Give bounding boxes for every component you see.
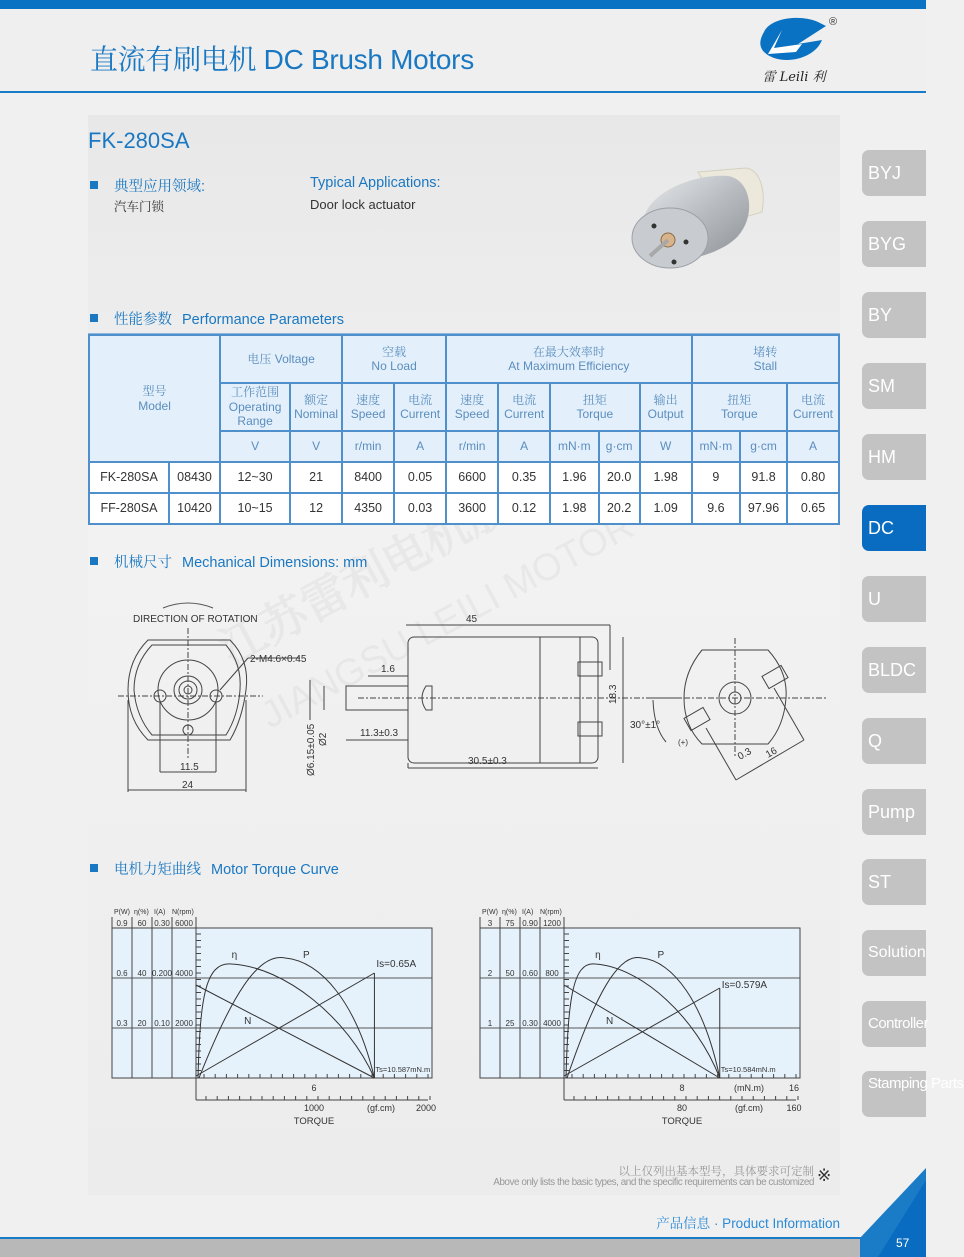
x-tick-label: 8 (679, 1083, 685, 1093)
series-label-eta: η (231, 950, 238, 961)
dim-2: Ø2 (318, 732, 329, 746)
x-axis-title: TORQUE (293, 1116, 335, 1127)
y-tick-label: 20 (137, 1019, 147, 1028)
dim-6-15: Ø6.15±0.05 (306, 723, 317, 776)
header-max-efficiency: 在最大效率时 At Maximum Efficiency (446, 335, 692, 383)
series-label-p: P (657, 950, 665, 961)
side-view (306, 614, 648, 776)
unit-cell: r/min (342, 431, 394, 462)
bottom-line (0, 1237, 870, 1239)
note-cn: 以上仅列出基本型号，具体要求可定制 (618, 1166, 814, 1178)
page-corner (860, 1168, 926, 1257)
y-tick-label: 60 (137, 919, 147, 928)
model-title: FK-280SA (88, 128, 190, 153)
dim-angle: 30°±1° (630, 720, 661, 731)
dimensions-cn: 机械尺寸 (114, 555, 172, 571)
front-view (118, 603, 307, 792)
y-tick-label: 0.30 (154, 919, 170, 928)
dim-11-5: 11.5 (180, 762, 199, 773)
page-title: 直流有刷电机 DC Brush Motors (90, 44, 474, 75)
x-units-secondary: (gf.cm) (735, 1103, 763, 1113)
torque-heading (90, 858, 339, 879)
x-tick-label: 6 (311, 1083, 317, 1093)
y-axis-name: η(%) (134, 909, 149, 916)
value-cell: 0.35 (498, 462, 550, 493)
value-cell: 1.09 (640, 493, 692, 524)
sidebar-tab-st[interactable]: ST (862, 859, 926, 905)
value-cell: 20.0 (599, 462, 640, 493)
x-units-primary: (mN.m) (734, 1083, 764, 1093)
torque-cn: 电机力矩曲线 (114, 862, 201, 878)
stall-torque-label: Ts=10.587mN.m (375, 1065, 431, 1074)
y-tick-label: 1 (487, 1019, 493, 1028)
dim-plus: (+) (678, 738, 688, 747)
sidebar-tab-controller[interactable]: Controller (862, 1001, 926, 1047)
product-info-link[interactable]: 产品信息 · Product Information (656, 1216, 840, 1231)
unit-cell: W (640, 431, 692, 462)
header-stall-torque: 扭矩 Torque (692, 383, 787, 431)
table-row (89, 493, 839, 524)
applications-cn-label: 典型应用领域: (114, 179, 206, 195)
value-cell: 9 (692, 462, 741, 493)
rotation-label: DIRECTION OF ROTATION (133, 614, 258, 625)
y-tick-label: 2 (487, 969, 493, 978)
header-stall-current: 电流 Current (787, 383, 839, 431)
torque-chart-ff280sa (478, 905, 818, 1135)
series-label-p: P (303, 950, 310, 961)
series-label-n: N (606, 1016, 614, 1027)
value-cell: 3600 (446, 493, 498, 524)
mechanical-drawing (88, 580, 840, 810)
value-cell: 20.2 (599, 493, 640, 524)
axis-panel (112, 928, 196, 1078)
stall-current-label: Is=0.65A (376, 959, 417, 970)
value-cell: 1.98 (640, 462, 692, 493)
unit-cell: A (787, 431, 839, 462)
y-tick-label: 40 (137, 969, 147, 978)
dim-0-3: 0.3 (736, 746, 754, 763)
value-cell: 0.65 (787, 493, 839, 524)
value-cell: 9.6 (692, 493, 741, 524)
x-units-secondary: (gf.cm) (367, 1103, 395, 1113)
performance-en: Performance Parameters (182, 312, 344, 328)
sidebar-tab-dc[interactable]: DC (862, 505, 926, 551)
y-axis-name: N(rpm) (172, 909, 194, 916)
header-divider (0, 91, 926, 93)
series-label-eta: η (595, 950, 601, 961)
y-tick-label: 4000 (543, 1019, 561, 1028)
applications-en: Door lock actuator (310, 197, 416, 212)
bottom-bar (0, 1238, 926, 1257)
dim-45: 45 (466, 614, 478, 625)
unit-cell: V (290, 431, 342, 462)
applications-cn: 汽车门锁 (114, 200, 165, 214)
unit-cell: r/min (446, 431, 498, 462)
dimensions-heading (90, 551, 367, 572)
bullet-icon (90, 557, 98, 565)
screw-label: 2-M4.6×0.45 (250, 654, 307, 665)
performance-table (88, 334, 840, 525)
axis-panel (480, 928, 564, 1078)
y-axis-name: η(%) (502, 909, 517, 916)
sidebar-tab-byj[interactable]: BYJ (862, 150, 926, 196)
sidebar-tab-sm[interactable]: SM (862, 363, 926, 409)
y-tick-label: 800 (545, 969, 559, 978)
series-label-n: N (244, 1016, 252, 1027)
unit-cell: g·cm (599, 431, 640, 462)
performance-heading (90, 308, 344, 329)
model-cell: FF-280SA (89, 493, 169, 524)
y-tick-label: 0.6 (116, 969, 128, 978)
y-axis-name: N(rpm) (540, 909, 562, 916)
motor-photo (628, 160, 773, 275)
sidebar-tab-bldc[interactable]: BLDC (862, 647, 926, 693)
value-cell: 12~30 (220, 462, 290, 493)
sidebar-tab-stamping-parts[interactable]: Stamping Parts (862, 1071, 926, 1117)
rear-view (630, 638, 828, 780)
value-cell: 4350 (342, 493, 394, 524)
value-cell: 0.12 (498, 493, 550, 524)
value-cell: 1.98 (550, 493, 599, 524)
y-tick-label: 50 (505, 969, 515, 978)
dim-18-3: 18.3 (608, 684, 619, 704)
y-tick-label: 0.3 (116, 1019, 128, 1028)
value-cell: 10~15 (220, 493, 290, 524)
bullet-icon (90, 314, 98, 322)
registered-mark: ® (829, 16, 838, 28)
bullet-icon (90, 864, 98, 872)
y-tick-label: 0.10 (154, 1019, 170, 1028)
applications-en-label: Typical Applications: (310, 175, 441, 191)
header-nominal: 额定 Nominal (290, 383, 342, 431)
header-maxeff-current: 电流 Current (498, 383, 550, 431)
y-tick-label: 0.30 (522, 1019, 538, 1028)
dim-16: 16 (764, 745, 780, 761)
bullet-icon (90, 181, 98, 189)
y-axis-name: P(W) (482, 909, 498, 916)
value-cell: 08430 (169, 462, 220, 493)
y-axis-name: P(W) (114, 909, 130, 916)
unit-cell: A (394, 431, 446, 462)
sidebar-tab-hm[interactable]: HM (862, 434, 926, 480)
value-cell: 10420 (169, 493, 220, 524)
dim-30-5: 30.5±0.3 (468, 756, 507, 767)
sidebar-tab-pump[interactable]: Pump (862, 789, 926, 835)
header-no-load: 空载 No Load (342, 335, 446, 383)
value-cell: 8400 (342, 462, 394, 493)
y-tick-label: 25 (505, 1019, 515, 1028)
logo-text: 雷 Leili 利 (762, 70, 826, 85)
table-row (89, 462, 839, 493)
x-tick-label: 16 (788, 1083, 800, 1093)
unit-cell: V (220, 431, 290, 462)
header-maxeff-torque: 扭矩 Torque (550, 383, 640, 431)
y-axis-name: I(A) (522, 909, 534, 916)
sidebar-tab-u[interactable]: U (862, 576, 926, 622)
y-axis-name: I(A) (154, 909, 166, 916)
dim-11-3: 11.3±0.3 (360, 728, 399, 739)
unit-cell: A (498, 431, 550, 462)
value-cell: 0.05 (394, 462, 446, 493)
model-cell: FK-280SA (89, 462, 169, 493)
dimensions-en: Mechanical Dimensions: mm (182, 555, 368, 571)
header-output: 输出 Output (640, 383, 692, 431)
unit-cell: mN·m (550, 431, 599, 462)
stall-current-label: Is=0.579A (721, 980, 768, 991)
value-cell: 1.96 (550, 462, 599, 493)
x-tick-label-secondary: 160 (786, 1103, 802, 1113)
header-operating-range: 工作范围 Operating Range (220, 383, 290, 431)
y-tick-label: 1200 (543, 919, 561, 928)
y-tick-label: 3 (487, 919, 493, 928)
y-tick-label: 0.60 (522, 969, 538, 978)
value-cell: 0.80 (787, 462, 839, 493)
unit-cell: mN·m (692, 431, 741, 462)
torque-en: Motor Torque Curve (211, 862, 339, 878)
header-maxeff-speed: 速度 Speed (446, 383, 498, 431)
x-axis-title: TORQUE (661, 1116, 703, 1127)
value-cell: 12 (290, 493, 342, 524)
header-noload-speed: 速度 Speed (342, 383, 394, 431)
value-cell: 0.03 (394, 493, 446, 524)
y-tick-label: 0.200 (151, 969, 173, 978)
y-tick-label: 75 (505, 919, 515, 928)
header-noload-current: 电流 Current (394, 383, 446, 431)
y-tick-label: 6000 (175, 919, 193, 928)
stall-torque-label: Ts=10.584mN.m (720, 1065, 776, 1074)
sidebar-tab-q[interactable]: Q (862, 718, 926, 764)
dim-24: 24 (182, 780, 194, 791)
sidebar-tab-by[interactable]: BY (862, 292, 926, 338)
x-tick-label-secondary: 2000 (415, 1103, 437, 1113)
note-en: Above only lists the basic types, and the specific requirements can be customized (493, 1177, 814, 1188)
note-mark-icon: ※ (817, 1166, 832, 1185)
header-stall: 堵转 Stall (692, 335, 839, 383)
y-tick-label: 4000 (175, 969, 193, 978)
x-tick-label-secondary: 1000 (303, 1103, 325, 1113)
top-bar (0, 0, 926, 9)
value-cell: 91.8 (740, 462, 787, 493)
torque-chart-fk280sa (110, 905, 450, 1135)
value-cell: 21 (290, 462, 342, 493)
y-tick-label: 2000 (175, 1019, 193, 1028)
unit-cell: g·cm (740, 431, 787, 462)
header-model: 型号 Model (89, 335, 220, 462)
y-tick-label: 0.9 (116, 919, 128, 928)
applications-heading (90, 175, 205, 196)
dim-1-6: 1.6 (381, 664, 395, 675)
performance-cn: 性能参数 (114, 312, 172, 328)
value-cell: 6600 (446, 462, 498, 493)
value-cell: 97.96 (740, 493, 787, 524)
sidebar-tab-byg[interactable]: BYG (862, 221, 926, 267)
x-tick-label-secondary: 80 (676, 1103, 688, 1113)
sidebar-tab-solution[interactable]: Solution (862, 930, 926, 976)
page-number: 57 (896, 1236, 910, 1250)
header-voltage: 电压 Voltage (220, 335, 342, 383)
y-tick-label: 0.90 (522, 919, 538, 928)
